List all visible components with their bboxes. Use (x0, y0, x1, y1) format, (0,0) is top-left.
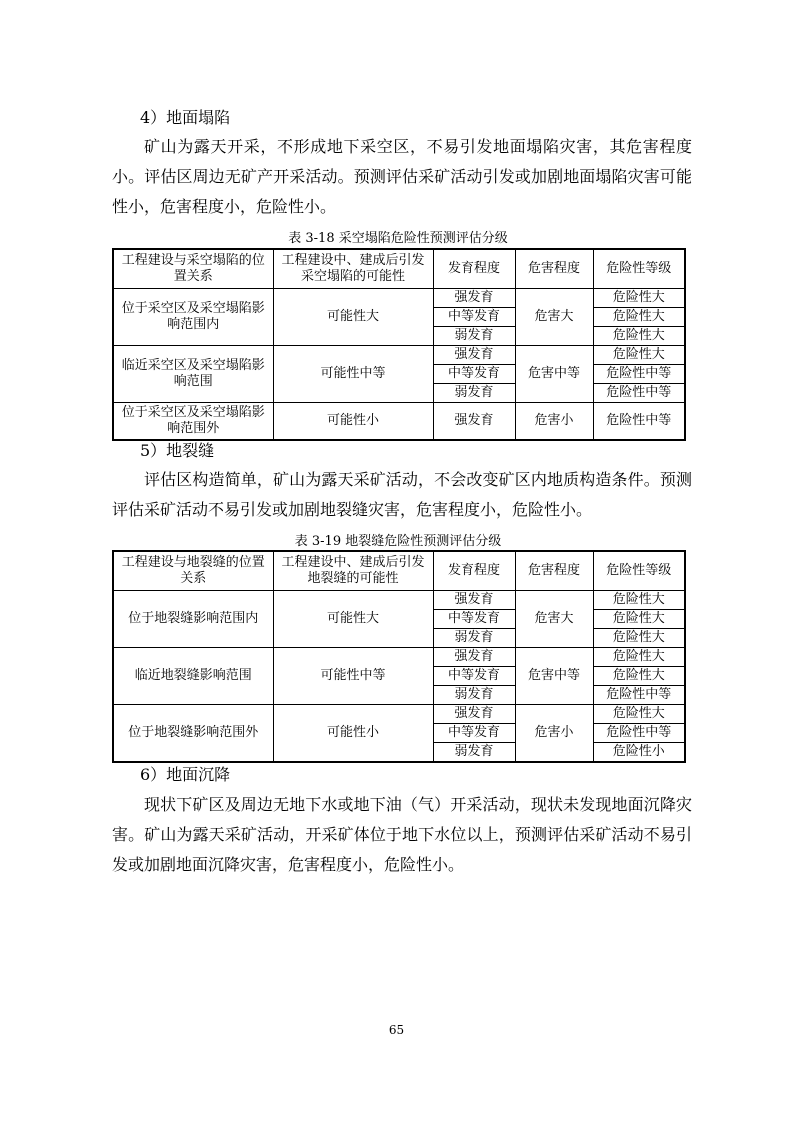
cell-risk-level: 危险性大 (593, 346, 685, 365)
cell-risk-level: 危险性中等 (593, 403, 685, 441)
cell-risk-level: 危险性大 (593, 629, 685, 648)
cell-risk-level: 危险性大 (593, 610, 685, 629)
cell-position: 位于采空区及采空塌陷影响范围内 (113, 289, 273, 346)
cell-harm: 危害大 (515, 289, 593, 346)
cell-development: 中等发育 (433, 610, 515, 629)
cell-possibility: 可能性小 (273, 705, 433, 763)
cell-development: 弱发育 (433, 743, 515, 763)
table-header-row (113, 249, 685, 289)
cell-possibility: 可能性大 (273, 591, 433, 648)
table-header-row (113, 551, 685, 591)
cell-development: 强发育 (433, 346, 515, 365)
table-caption-3-19: 表 3-19 地裂缝危险性预测评估分级 (294, 534, 502, 549)
cell-harm: 危害中等 (515, 346, 593, 403)
header-risk-level: 危险性等级 (593, 249, 685, 289)
cell-risk-level: 危险性中等 (593, 384, 685, 403)
header-harm: 危害程度 (515, 551, 593, 591)
paragraph-ground-fissure: 评估区构造简单，矿山为露天采矿活动，不会改变矿区内地质构造条件。预测评估采矿活动不易引发或加剧地裂缝灾害，危害程度小，危险性小。 (112, 470, 692, 519)
cell-development: 中等发育 (433, 308, 515, 327)
cell-risk-level: 危险性大 (593, 327, 685, 346)
cell-risk-level: 危险性大 (593, 705, 685, 724)
cell-possibility: 可能性小 (273, 403, 433, 441)
cell-possibility: 可能性中等 (273, 648, 433, 705)
table-goaf-collapse-risk (112, 248, 686, 441)
cell-risk-level: 危险性中等 (593, 724, 685, 743)
cell-harm: 危害小 (515, 403, 593, 441)
cell-development: 强发育 (433, 705, 515, 724)
cell-risk-level: 危险性中等 (593, 686, 685, 705)
table-ground-fissure-risk (112, 550, 686, 763)
header-position: 工程建设与采空塌陷的位置关系 (113, 249, 273, 289)
cell-development: 弱发育 (433, 686, 515, 705)
paragraph-ground-subsidence: 现状下矿区及周边无地下水或地下油（气）开采活动，现状未发现地面沉降灾害。矿山为露天采矿活动，开采矿体位于地下水位以上，预测评估采矿活动不易引发或加剧地面沉降灾害，危害程度小，危险性小。 (112, 795, 692, 874)
cell-development: 弱发育 (433, 327, 515, 346)
section-heading-ground-subsidence: 6）地面沉降 (140, 765, 231, 784)
cell-position: 位于地裂缝影响范围外 (113, 705, 273, 763)
cell-risk-level: 危险性大 (593, 289, 685, 308)
cell-harm: 危害中等 (515, 648, 593, 705)
cell-development: 强发育 (433, 648, 515, 667)
header-risk-level: 危险性等级 (593, 551, 685, 591)
cell-development: 强发育 (433, 591, 515, 610)
cell-position: 位于地裂缝影响范围内 (113, 591, 273, 648)
section-heading-ground-fissure: 5）地裂缝 (140, 441, 215, 460)
table-row (113, 346, 685, 365)
cell-development: 强发育 (433, 403, 515, 441)
cell-position: 临近采空区及采空塌陷影响范围 (113, 346, 273, 403)
cell-development: 中等发育 (433, 724, 515, 743)
cell-development: 弱发育 (433, 629, 515, 648)
cell-harm: 危害大 (515, 591, 593, 648)
section-heading-ground-collapse: 4）地面塌陷 (140, 108, 231, 127)
header-development: 发育程度 (433, 551, 515, 591)
cell-risk-level: 危险性大 (593, 667, 685, 686)
header-development: 发育程度 (433, 249, 515, 289)
cell-possibility: 可能性大 (273, 289, 433, 346)
cell-risk-level: 危险性大 (593, 648, 685, 667)
header-position: 工程建设与地裂缝的位置关系 (113, 551, 273, 591)
cell-possibility: 可能性中等 (273, 346, 433, 403)
header-possibility: 工程建设中、建成后引发采空塌陷的可能性 (273, 249, 433, 289)
cell-development: 强发育 (433, 289, 515, 308)
cell-position: 位于采空区及采空塌陷影响范围外 (113, 403, 273, 441)
cell-development: 中等发育 (433, 365, 515, 384)
table-row (113, 648, 685, 667)
cell-development: 中等发育 (433, 667, 515, 686)
paragraph-ground-collapse: 矿山为露天开采，不形成地下采空区，不易引发地面塌陷灾害，其危害程度小。评估区周边无矿产开采活动。预测评估采矿活动引发或加剧地面塌陷灾害可能性小，危害程度小，危险性小。 (112, 137, 692, 216)
cell-harm: 危害小 (515, 705, 593, 763)
cell-risk-level: 危险性大 (593, 591, 685, 610)
table-row (113, 289, 685, 308)
cell-risk-level: 危险性中等 (593, 365, 685, 384)
page-number: 65 (388, 1023, 405, 1037)
cell-development: 弱发育 (433, 384, 515, 403)
header-possibility: 工程建设中、建成后引发地裂缝的可能性 (273, 551, 433, 591)
header-harm: 危害程度 (515, 249, 593, 289)
table-row (113, 403, 685, 441)
table-caption-3-18: 表 3-18 采空塌陷危险性预测评估分级 (288, 231, 508, 246)
cell-risk-level: 危险性小 (593, 743, 685, 763)
table-row (113, 705, 685, 724)
cell-position: 临近地裂缝影响范围 (113, 648, 273, 705)
cell-risk-level: 危险性大 (593, 308, 685, 327)
table-row (113, 591, 685, 610)
